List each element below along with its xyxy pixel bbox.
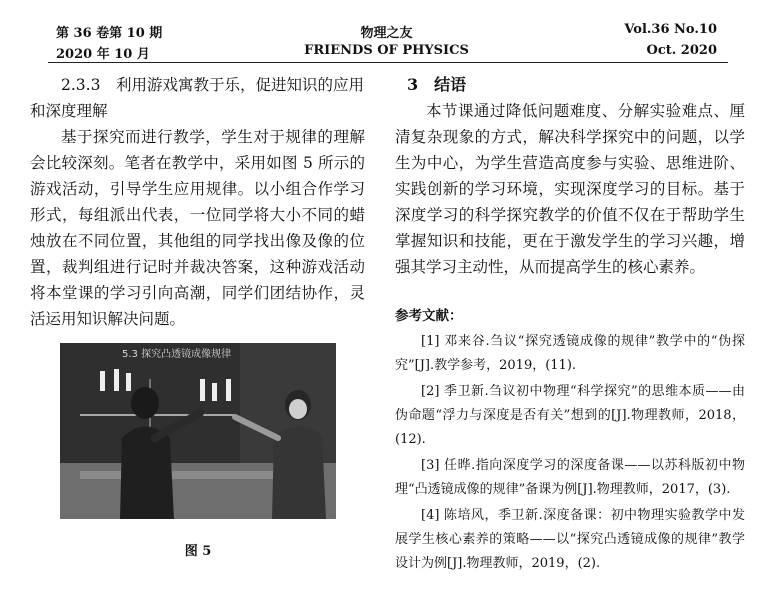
header-volume-issue: 第 36 卷第 10 期 (56, 26, 163, 41)
reference-item: [3] 任晔.指向深度学习的深度备课——以苏科版初中物理“凸透镜成像的规律”备课为例[J].物理教师，2017，(3). (395, 458, 745, 497)
header-date: 2020 年 10 月 (56, 47, 150, 62)
board-writing: 5.3 探究凸透镜成像规律 (122, 349, 232, 360)
reference-item: [1] 邓来谷.刍议“探究透镜成像的规律”教学中的“伪探究”[J].教学参考，2019，(11). (395, 334, 745, 373)
header-journal-name: 物理之友 (360, 26, 413, 41)
section-number: 3 (407, 75, 419, 94)
teacher-face (289, 399, 307, 419)
paper-candle (126, 373, 131, 391)
header-journal-name-en: FRIENDS OF PHYSICS (304, 43, 469, 58)
figure-5-photo (60, 343, 336, 519)
reference-item: [4] 陈培风，季卫新.深度备课：初中物理实验教学中发展学生核心素养的策略——以“探究凸透镜成像的规律”教学设计为例[J].物理教师，2019，(2). (395, 508, 745, 571)
desk-edge (80, 471, 300, 479)
classroom-photo (60, 343, 336, 519)
section-heading (407, 72, 745, 98)
figure-caption: 图 5 (184, 544, 212, 559)
section-title: 结语 (434, 75, 467, 94)
teacher-body (272, 427, 326, 519)
paper-candle (226, 379, 231, 401)
paper-candle (200, 379, 205, 401)
body-paragraph: 基于探究而进行教学，学生对于规律的理解会比较深刻。笔者在教学中，采用如图 5 所示的游戏活动，引导学生应用规律。以小组合作学习形式，每组派出代表，一位同学将大小不同的蜡烛放在不同位置，其他组的同学找出像及像的位置，裁判组进行记时并裁决答案，这种游戏活动将本堂课的学习引向高潮，同学们团结协作，灵活运用知识解决问题。 (30, 128, 365, 328)
student-head (131, 387, 159, 419)
references-title: 参考文献： (395, 308, 463, 324)
left-column (30, 72, 365, 332)
header-date-en: Oct. 2020 (646, 43, 717, 58)
subsection-heading: 2.3.3 利用游戏寓教于乐，促进知识的应用和深度理解 (30, 76, 364, 120)
header-volume-issue-en: Vol.36 No.10 (624, 22, 717, 37)
conclusion-paragraph: 本节课通过降低问题难度、分解实验难点、厘清复杂现象的方式，解决科学探究中的问题，以学生为中心，为学生营造高度参与实验、思维进阶、实践创新的学习环境，实现深度学习的目标。基于深度学习的科学探究教学的价值不仅在于帮助学生掌握知识和技能，更在于激发学生的学习兴趣，增强其学习主动性，从而提高学生的核心素养。 (395, 102, 745, 276)
paper-candle (100, 371, 105, 391)
reference-item: [2] 季卫新.刍议初中物理“科学探究”的思维本质——由伪命题“浮力与深度是否有关”想到的[J].物理教师，2018，(12). (395, 384, 745, 447)
page-header (0, 0, 773, 64)
right-column (395, 72, 745, 571)
paper-candle (212, 383, 217, 401)
paper-candle (114, 369, 119, 391)
header-rule (48, 62, 728, 63)
student-body (120, 427, 174, 520)
references-list (395, 330, 745, 578)
